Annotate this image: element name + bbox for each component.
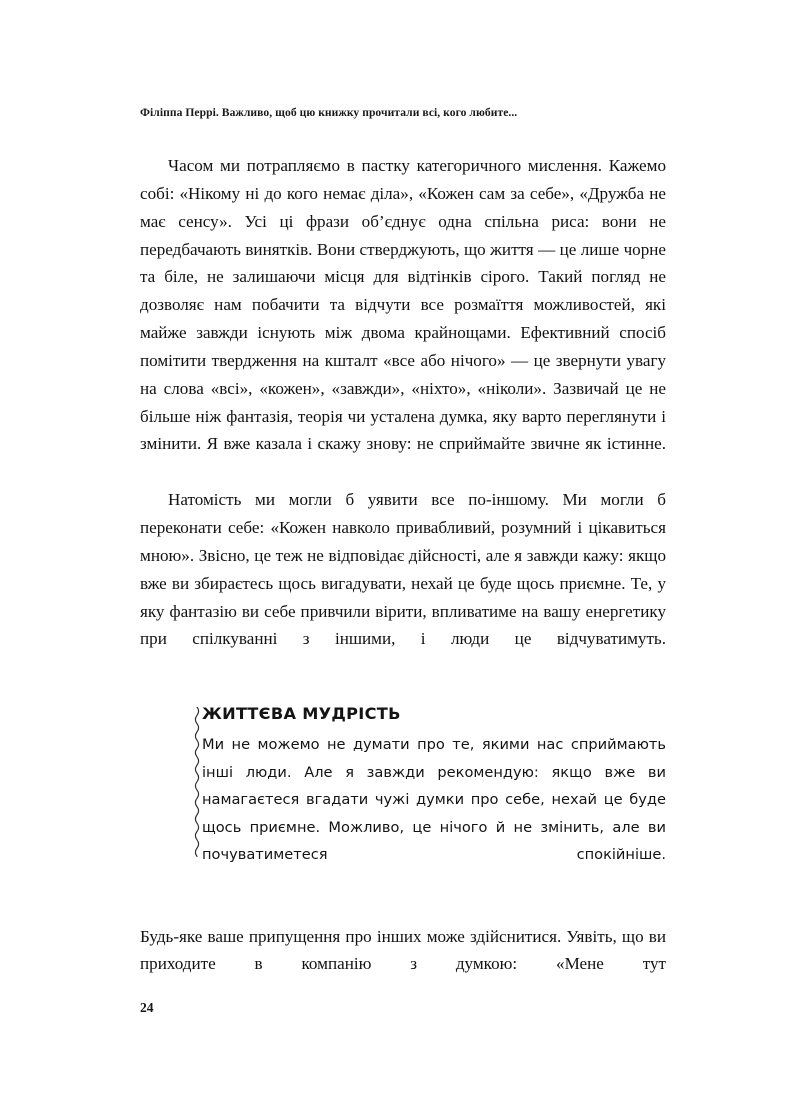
body-paragraph-3: Будь-яке ваше припущення про інших може здійснитися. Уявіть, що ви приходите в компанію з думкою: «Мене тут xyxy=(140,926,666,974)
page-number: 24 xyxy=(140,1000,154,1015)
body-paragraph-2: Натомість ми могли б уявити все по-іншому. Ми могли б переконати себе: «Кожен навколо привабливий, розумний і цікавиться мною». Звісно, це теж не відповідає дійсності, але я завжди кажу: якщо вже ви збираєтесь щось вигадувати, нехай це буде щось приємне. Те, у яку фантазію ви себе привчили вірити, впливатиме на вашу енергетику при спілкуванні з іншими, і люди це відчуватимуть. xyxy=(140,490,666,649)
wavy-rule-icon xyxy=(192,707,202,873)
life-wisdom-callout xyxy=(140,703,666,897)
text-column xyxy=(140,152,666,1006)
running-head: Філіппа Перрі. Важливо, щоб цю книжку прочитали всі, кого любите... xyxy=(140,106,518,119)
callout-title: ЖИТТЄВА МУДРІСТЬ xyxy=(202,704,401,724)
callout-text: Ми не можемо не думати про те, якими нас сприймають інші люди. Але я завжди рекомендую: якщо вже ви намагаєтеся вгадати чужі думки про себе, нехай це буде щось приємне. Можливо, це нічого й не змінить, але ви почуватиметеся спокійніше. xyxy=(202,736,666,864)
body-paragraph-1: Часом ми потрапляємо в пастку категоричного мислення. Кажемо собі: «Нікому ні до кого немає діла», «Кожен сам за себе», «Дружба не має сенсу». Усі ці фрази об’єднує одна спільна риса: вони не передбачають винятків. Вони стверджують, що життя — це лише чорне та біле, не залишаючи місця для відтінків сірого. Такий погляд не дозволяє нам побачити та відчути все розмаїття можливостей, які майже завжди існують між двома крайнощами. Ефективний спосіб помітити твердження на кшталт «все або нічого» — це звернути увагу на слова «всі», «кожен», «завжди», «ніхто», «ніколи». Зазвичай це не більше ніж фантазія, теорія чи усталена думка, яку варто переглянути і змінити. Я вже казала і скажу знову: не сприймайте звичне як істинне. xyxy=(140,156,666,454)
